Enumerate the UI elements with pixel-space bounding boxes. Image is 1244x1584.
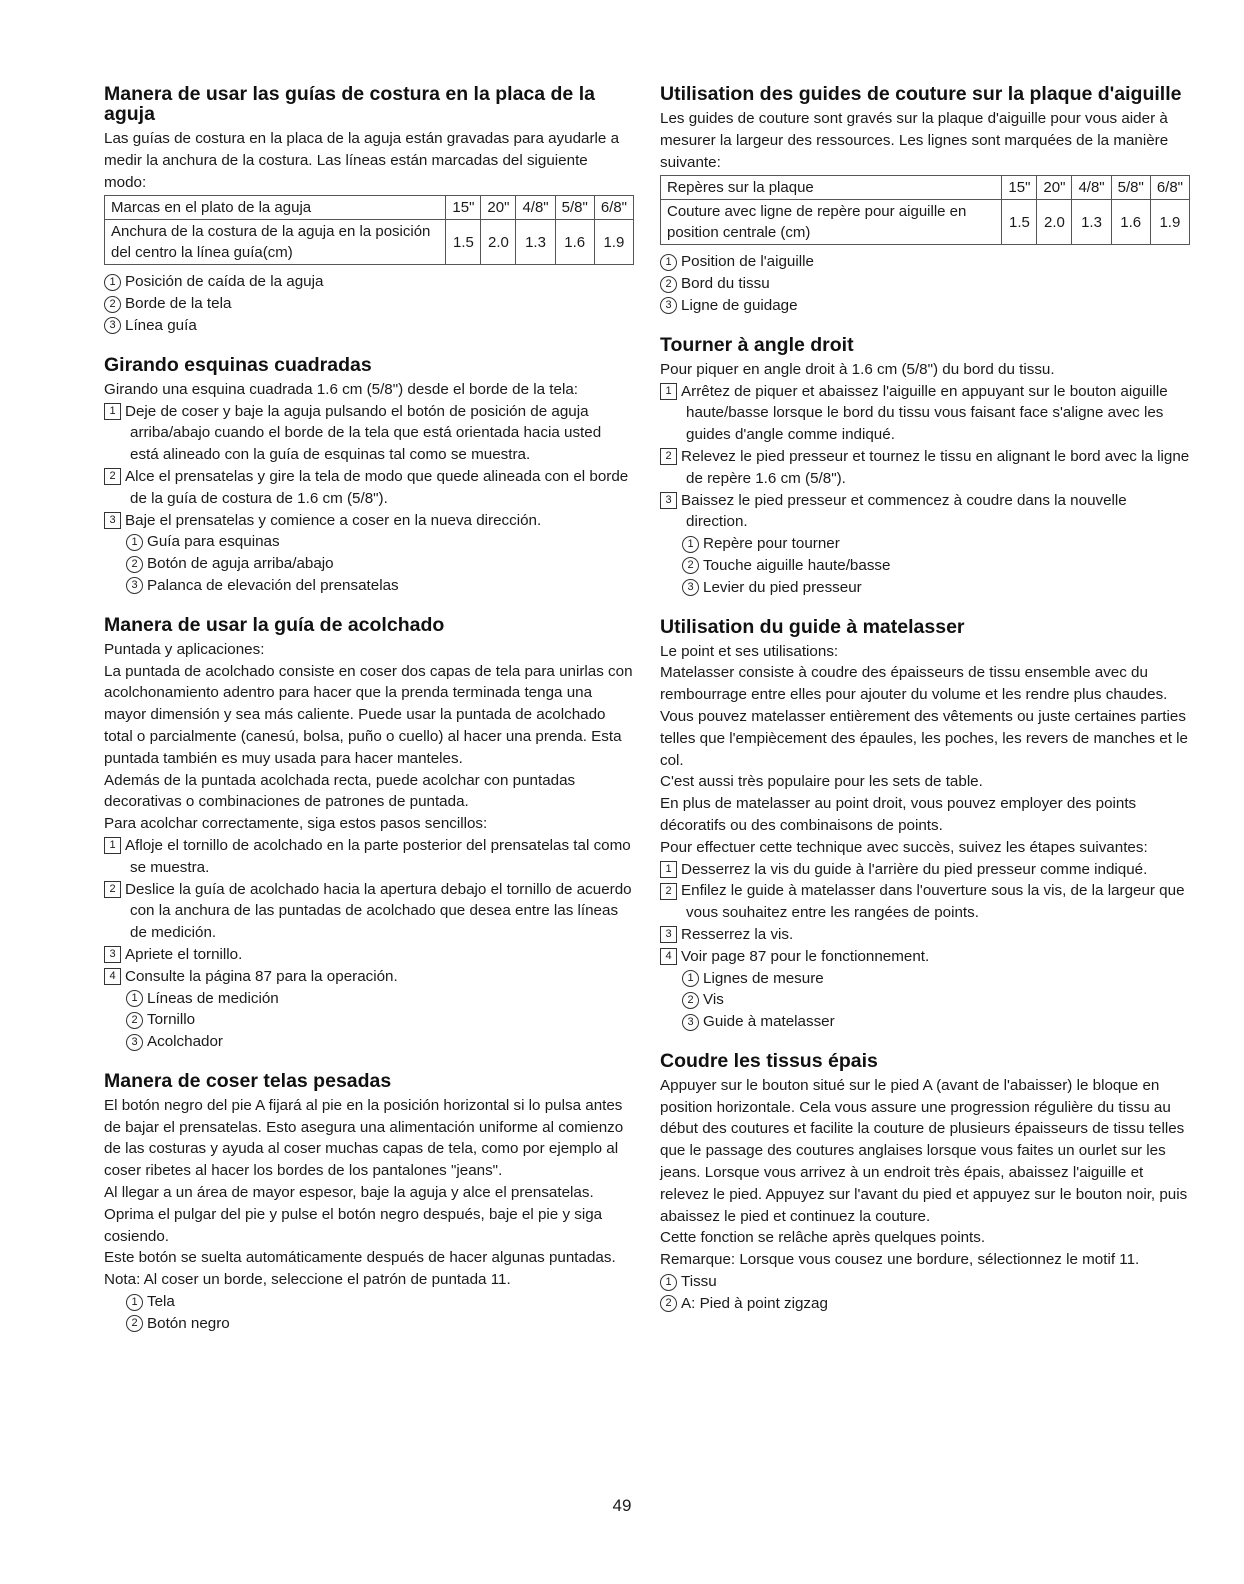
paragraph: Las guías de costura en la placa de la aguja están gravadas para ayudarle a medir la anchura de la costura. Las líneas están marcadas del siguiente modo: — [104, 130, 620, 191]
paragraph: Pour effectuer cette technique avec succès, suivez les étapes suivantes: — [660, 838, 1148, 856]
section-seam-guides-es — [104, 84, 634, 337]
step-number-1-icon: 1 — [104, 837, 121, 854]
paragraph: C'est aussi très populaire pour les sets de table. — [660, 773, 983, 791]
table-cell: Repères sur la plaque — [661, 176, 1002, 200]
table-cell: Marcas en el plato de la aguja — [105, 196, 446, 220]
step: 3 Resserrez la vis. — [660, 924, 1190, 946]
list-item: 3 Palanca de elevación del prensatelas — [104, 575, 634, 597]
paragraph: Appuyer sur le bouton situé sur le pied A (avant de l'abaisser) le bloque en position horizontale. Cela vous assure une progression régulière du tissu au début des coutures et facilite la couture de plusieurs épaisseurs de tissu telles que le passage des coutures anglaises lorsque vous faites un ourlet sur les jeans. Lorsque vous arrivez à un endroit très épais, abaissez l'aiguille et relevez le pied. Appuyez sur l'avant du pied et appuyez sur le bouton noir, puis abaissez le pied et continuez la couture. — [660, 1076, 1188, 1225]
step: 4 Consulte la página 87 para la operación. — [104, 966, 634, 988]
table-cell: 6/8" — [594, 196, 633, 220]
table-cell: 1.3 — [516, 220, 555, 265]
table-cell: 15" — [1002, 176, 1037, 200]
list-item: 2 Botón negro — [104, 1313, 634, 1335]
list-item: 3 Guide à matelasser — [660, 1011, 1190, 1033]
table-row — [661, 176, 1190, 200]
table-cell: 2.0 — [1037, 200, 1072, 245]
list-item: 2 Vis — [660, 989, 1190, 1011]
table-cell: 4/8" — [1072, 176, 1111, 200]
step: 2 Alce el prensatelas y gire la tela de modo que quede alineada con el borde de la guía de costura de 1.6 cm (5/8"). — [104, 466, 634, 510]
seam-guide-table — [104, 195, 634, 265]
paragraph: Matelasser consiste à coudre des épaisseurs de tissu ensemble avec du rembourrage entre elles pour ajouter du volume et les rendre plus chaudes. Vous pouvez matelasser entièrement des vêtements ou juste certaines parties telles que l'empiècement des épaules, les poches, les revers de manches et le col. — [660, 664, 1189, 769]
circled-number-3-icon: 3 — [682, 1014, 699, 1031]
table-cell: 5/8" — [1111, 176, 1150, 200]
table-cell: 1.3 — [1072, 200, 1111, 245]
step-number-4-icon: 4 — [104, 968, 121, 985]
section-quilting-guide-es — [104, 615, 634, 1053]
paragraph: Le point et ses utilisations: — [660, 642, 839, 660]
circled-number-1-icon: 1 — [682, 536, 699, 553]
circled-number-2-icon: 2 — [126, 1315, 143, 1332]
step: 2 Deslice la guía de acolchado hacia la apertura debajo el tornillo de acuerdo con la anchura de las puntadas de acolchado que desea entre las líneas de medición. — [104, 879, 634, 944]
list-item: 1 Posición de caída de la aguja — [104, 271, 634, 293]
circled-number-1-icon: 1 — [660, 1274, 677, 1291]
circled-number-1-icon: 1 — [104, 274, 121, 291]
paragraph: Cette fonction se relâche après quelques points. — [660, 1229, 986, 1247]
paragraph: Girando una esquina cuadrada 1.6 cm (5/8") desde el borde de la tela: — [104, 380, 578, 398]
table-cell: 20" — [481, 196, 516, 220]
step-number-3-icon: 3 — [660, 926, 677, 943]
step: 1 Arrêtez de piquer et abaissez l'aiguille en appuyant sur le bouton aiguille haute/basse lorsque le bord du tissu vous faisant face s'aligne avec les guides d'angle comme indiqué. — [660, 381, 1190, 446]
section-title: Tourner à angle droit — [660, 333, 854, 356]
section-heavy-fabrics-fr — [660, 1051, 1190, 1315]
table-cell: 1.9 — [594, 220, 633, 265]
step-number-1-icon: 1 — [104, 403, 121, 420]
step: 1 Desserrez la vis du guide à l'arrière du pied presseur comme indiqué. — [660, 859, 1190, 881]
section-seam-guides-fr — [660, 84, 1190, 317]
circled-number-2-icon: 2 — [126, 1012, 143, 1029]
paragraph: Remarque: Lorsque vous cousez une bordure, sélectionnez le motif 11. — [660, 1251, 1140, 1269]
step: 3 Apriete el tornillo. — [104, 944, 634, 966]
circled-number-3-icon: 3 — [660, 297, 677, 314]
section-title: Manera de usar las guías de costura en la placa de la aguja — [104, 83, 595, 125]
step-number-2-icon: 2 — [660, 883, 677, 900]
table-cell: 20" — [1037, 176, 1072, 200]
step-number-2-icon: 2 — [104, 881, 121, 898]
step: 3 Baje el prensatelas y comience a coser en la nueva dirección. — [104, 510, 634, 532]
right-column — [660, 84, 1190, 1333]
section-square-corners-fr — [660, 335, 1190, 599]
list-item: 1 Position de l'aiguille — [660, 251, 1190, 273]
circled-number-2-icon: 2 — [126, 556, 143, 573]
section-title: Coudre les tissus épais — [660, 1049, 878, 1072]
table-cell: 6/8" — [1150, 176, 1189, 200]
step-number-3-icon: 3 — [104, 512, 121, 529]
paragraph: Pour piquer en angle droit à 1.6 cm (5/8") du bord du tissu. — [660, 360, 1055, 378]
step-number-2-icon: 2 — [660, 448, 677, 465]
paragraph: Les guides de couture sont gravés sur la plaque d'aiguille pour vous aider à mesurer la largeur des ressources. Les lignes sont marquées de la manière suivante: — [660, 110, 1169, 171]
section-square-corners-es — [104, 355, 634, 597]
circled-number-1-icon: 1 — [126, 534, 143, 551]
circled-number-1-icon: 1 — [126, 990, 143, 1007]
paragraph: Nota: Al coser un borde, seleccione el patrón de puntada 11. — [104, 1271, 511, 1289]
list-item: 2 Tornillo — [104, 1009, 634, 1031]
circled-number-2-icon: 2 — [682, 557, 699, 574]
paragraph: Además de la puntada acolchada recta, puede acolchar con puntadas decorativas o combinaciones de patrones de puntada. — [104, 771, 576, 811]
seam-guide-table — [660, 175, 1190, 245]
table-cell: 1.5 — [1002, 200, 1037, 245]
list-item: 2 Touche aiguille haute/basse — [660, 555, 1190, 577]
table-cell: 15" — [446, 196, 481, 220]
list-item: 1 Repère pour tourner — [660, 533, 1190, 555]
list-item: 2 Botón de aguja arriba/abajo — [104, 553, 634, 575]
circled-number-2-icon: 2 — [660, 276, 677, 293]
table-cell: 2.0 — [481, 220, 516, 265]
step: 2 Relevez le pied presseur et tournez le tissu en alignant le bord avec la ligne de repère 1.6 cm (5/8"). — [660, 446, 1190, 490]
list-item: 2 Borde de la tela — [104, 293, 634, 315]
list-item: 3 Línea guía — [104, 315, 634, 337]
circled-number-3-icon: 3 — [126, 1034, 143, 1051]
step-number-3-icon: 3 — [104, 946, 121, 963]
circled-number-1-icon: 1 — [660, 254, 677, 271]
circled-number-1-icon: 1 — [682, 970, 699, 987]
section-title: Utilisation du guide à matelasser — [660, 615, 965, 638]
section-heavy-fabrics-es — [104, 1071, 634, 1335]
table-cell: 1.6 — [555, 220, 594, 265]
table-cell: 1.5 — [446, 220, 481, 265]
circled-number-2-icon: 2 — [104, 296, 121, 313]
list-item: 1 Líneas de medición — [104, 988, 634, 1010]
circled-number-3-icon: 3 — [126, 577, 143, 594]
table-row — [661, 200, 1190, 245]
paragraph: Para acolchar correctamente, siga estos pasos sencillos: — [104, 815, 488, 833]
section-title: Utilisation des guides de couture sur la plaque d'aiguille — [660, 83, 1182, 105]
list-item: 1 Guía para esquinas — [104, 531, 634, 553]
left-column — [104, 84, 634, 1353]
list-item: 3 Levier du pied presseur — [660, 577, 1190, 599]
paragraph: En plus de matelasser au point droit, vous pouvez employer des points décoratifs ou des combinaisons de points. — [660, 795, 1137, 834]
circled-number-3-icon: 3 — [104, 317, 121, 334]
list-item: 1 Tela — [104, 1291, 634, 1313]
section-title: Girando esquinas cuadradas — [104, 353, 372, 376]
section-title: Manera de usar la guía de acolchado — [104, 613, 445, 636]
table-row — [105, 196, 634, 220]
circled-number-3-icon: 3 — [682, 579, 699, 596]
paragraph: Al llegar a un área de mayor espesor, baje la aguja y alce el prensatelas. Oprima el pulgar del pie y pulse el botón negro después, baje el pie y siga cosiendo. — [104, 1184, 603, 1245]
paragraph: El botón negro del pie A fijará al pie en la posición horizontal si lo pulsa antes de bajar el prensatelas. Esto asegura una alimentación uniforme al comienzo de las costuras y ayuda al coser muchas capas de tela, como por ejemplo al coser ribetes al hacer los bordes de los pantalones "jeans". — [104, 1096, 624, 1180]
step: 2 Enfilez le guide à matelasser dans l'ouverture sous la vis, de la largeur que vous souhaitez entre les rangées de points. — [660, 880, 1190, 924]
table-cell: Couture avec ligne de repère pour aiguille en position centrale (cm) — [661, 200, 1002, 245]
paragraph: La puntada de acolchado consiste en coser dos capas de tela para unirlas con acolchonamiento adentro para hacer que la prenda terminada tenga una mayor dimensión y sea más caliente. Puede usar la puntada de acolchado total o parcialmente (canesú, bolsa, puño o cuello) al hacer una prenda. Esta puntada también es muy usada para hacer manteles. — [104, 662, 633, 767]
list-item: 1 Tissu — [660, 1271, 1190, 1293]
table-cell: 5/8" — [555, 196, 594, 220]
step-number-1-icon: 1 — [660, 861, 677, 878]
step: 1 Deje de coser y baje la aguja pulsando el botón de posición de aguja arriba/abajo cuando el borde de la tela que está orientada hacia usted está alineado con la guía de esquinas tal como se muestra. — [104, 401, 634, 466]
list-item: 3 Acolchador — [104, 1031, 634, 1053]
list-item: 2 Bord du tissu — [660, 273, 1190, 295]
step-number-1-icon: 1 — [660, 383, 677, 400]
list-item: 1 Lignes de mesure — [660, 968, 1190, 990]
page-number: 49 — [612, 1496, 632, 1515]
table-row — [105, 220, 634, 265]
step-number-3-icon: 3 — [660, 492, 677, 509]
step-number-2-icon: 2 — [104, 468, 121, 485]
table-cell: 1.9 — [1150, 200, 1189, 245]
list-item: 2 A: Pied à point zigzag — [660, 1293, 1190, 1315]
step: 3 Baissez le pied presseur et commencez à coudre dans la nouvelle direction. — [660, 490, 1190, 534]
list-item: 3 Ligne de guidage — [660, 295, 1190, 317]
table-cell: 4/8" — [516, 196, 555, 220]
section-title: Manera de coser telas pesadas — [104, 1069, 392, 1092]
table-cell: Anchura de la costura de la aguja en la posición del centro la línea guía(cm) — [105, 220, 446, 265]
paragraph: Puntada y aplicaciones: — [104, 640, 265, 658]
circled-number-1-icon: 1 — [126, 1294, 143, 1311]
step: 1 Afloje el tornillo de acolchado en la parte posterior del prensatelas tal como se muestra. — [104, 835, 634, 879]
paragraph: Este botón se suelta automáticamente después de hacer algunas puntadas. — [104, 1249, 616, 1267]
section-quilting-guide-fr — [660, 617, 1190, 1033]
step-number-4-icon: 4 — [660, 948, 677, 965]
circled-number-2-icon: 2 — [660, 1295, 677, 1312]
table-cell: 1.6 — [1111, 200, 1150, 245]
step: 4 Voir page 87 pour le fonctionnement. — [660, 946, 1190, 968]
circled-number-2-icon: 2 — [682, 992, 699, 1009]
